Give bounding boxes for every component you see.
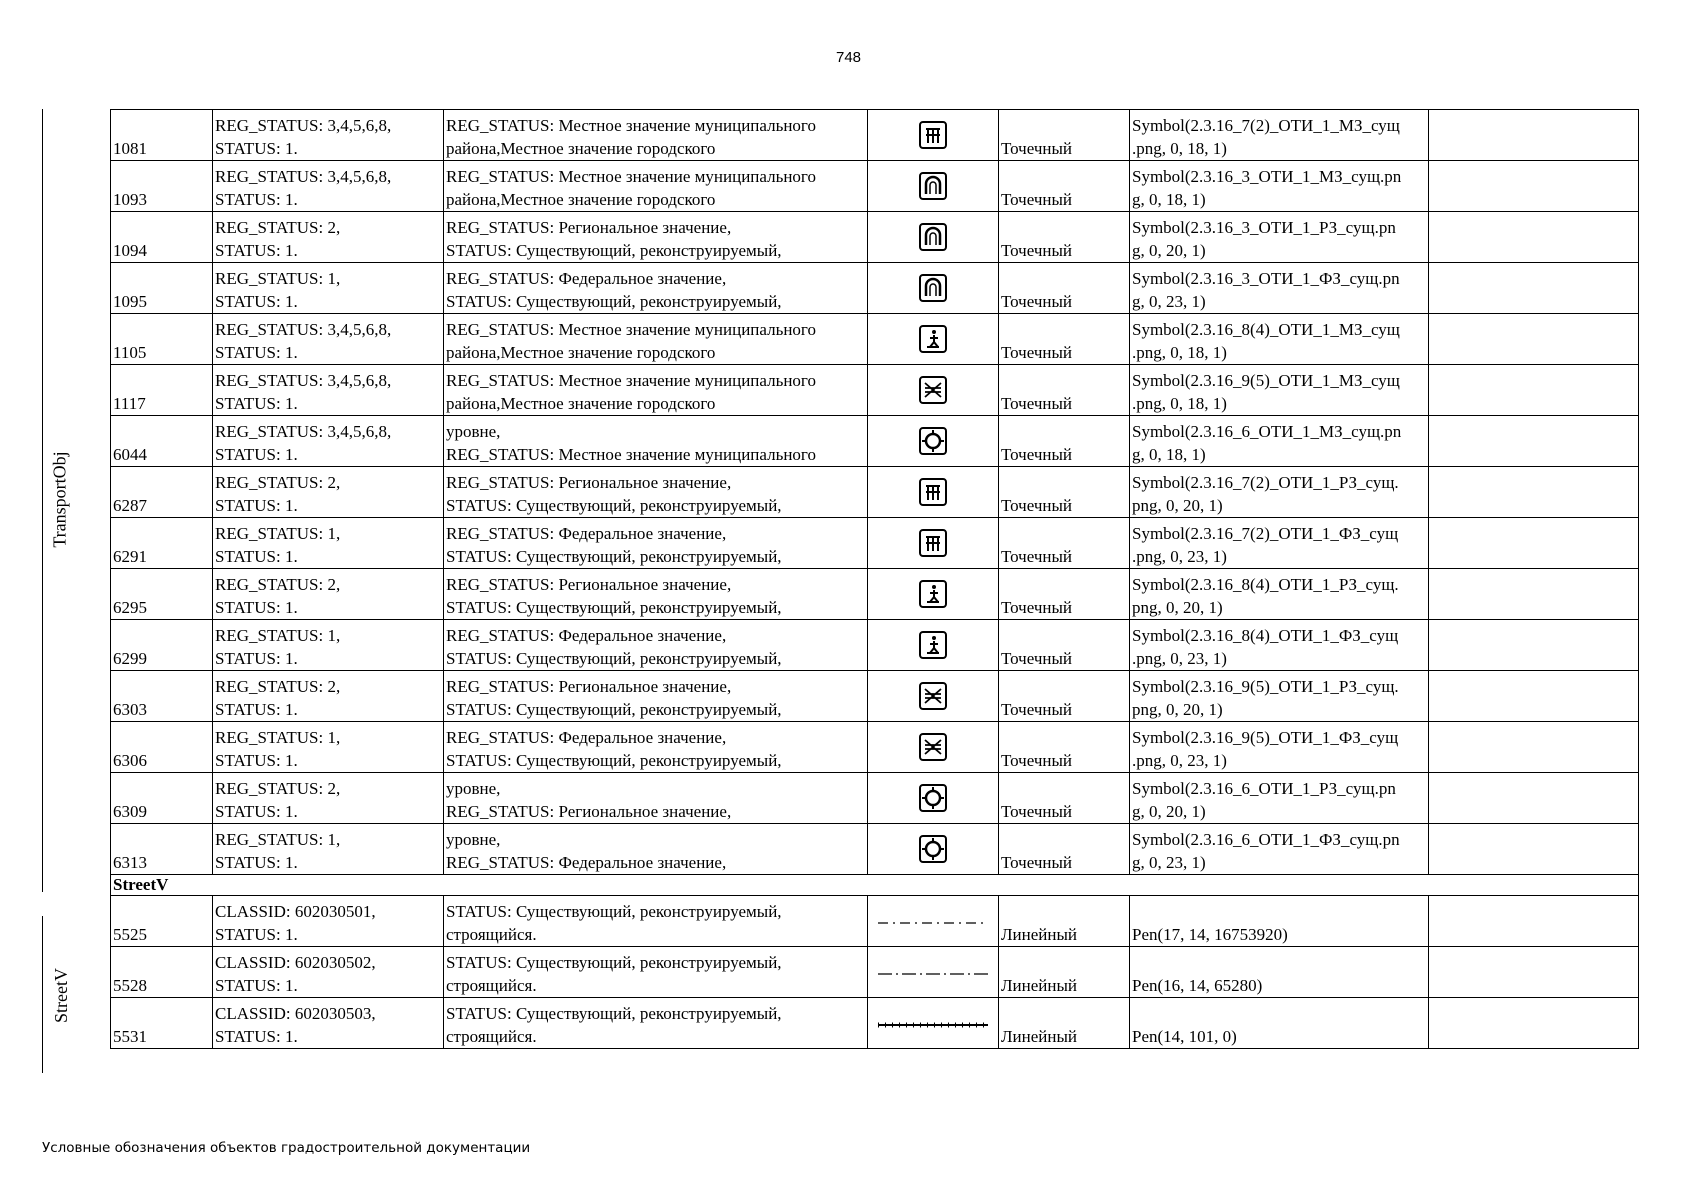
description-line-2: строящийся. [446,925,537,944]
footer-caption: Условные обозначения объектов градостроительной документации [42,1140,531,1156]
description-line-2: REG_STATUS: Региональное значение, [446,802,732,821]
description-line-2: STATUS: Существующий, реконструируемый, [446,700,782,719]
style-line-1: Symbol(2.3.16_7(2)_ОТИ_1_МЗ_сущ [1132,116,1400,135]
geometry-type: Точечный [999,110,1130,161]
style-line-2: .png, 0, 23, 1) [1132,751,1227,770]
transport-row [111,161,1639,212]
attribute-line-1: REG_STATUS: 1, [215,269,341,288]
geometry-type: Точечный [999,518,1130,569]
attribute-line-2: STATUS: 1. [215,649,298,668]
symbol-cell [868,620,999,671]
description-cell [444,620,868,671]
description-cell [444,722,868,773]
style-cell [1130,824,1429,875]
attribute-line-2: STATUS: 1. [215,139,298,158]
attribute-line-1: REG_STATUS: 1, [215,728,341,747]
style-line-1: Symbol(2.3.16_8(4)_ОТИ_1_ФЗ_сущ [1132,626,1399,645]
attribute-line-2: STATUS: 1. [215,853,298,872]
symbol-cell [868,998,999,1049]
attribute-line-2: STATUS: 1. [215,394,298,413]
attribute-line-2: STATUS: 1. [215,241,298,260]
symbol-cell [868,569,999,620]
description-line-1: REG_STATUS: Федеральное значение, [446,269,727,288]
style-cell [1130,161,1429,212]
attribute-line-2: STATUS: 1. [215,925,298,944]
attribute-line-2: STATUS: 1. [215,751,298,770]
style-line-1: Symbol(2.3.16_9(5)_ОТИ_1_ФЗ_сущ [1132,728,1399,747]
description-cell [444,947,868,998]
style-cell [1130,773,1429,824]
geometry-type: Точечный [999,212,1130,263]
geometry-type: Линейный [999,998,1130,1049]
style-line-2: .png, 0, 23, 1) [1132,547,1227,566]
tunnel-icon [917,175,949,194]
hatched-line-icon [873,1013,993,1032]
style-line-2: g, 0, 23, 1) [1132,853,1206,872]
style-line-1: Symbol(2.3.16_7(2)_ОТИ_1_РЗ_сущ. [1132,473,1399,492]
attribute-cell [213,110,444,161]
geometry-type: Линейный [999,947,1130,998]
transport-row [111,263,1639,314]
geometry-type: Точечный [999,416,1130,467]
street-rows [111,896,1639,1049]
style-line-2: png, 0, 20, 1) [1132,598,1223,617]
style-line-2: .png, 0, 18, 1) [1132,139,1227,158]
interchange-icon [917,685,949,704]
empty-cell [1429,212,1639,263]
style-line-2: png, 0, 20, 1) [1132,700,1223,719]
description-cell [444,365,868,416]
style-cell [1130,518,1429,569]
style-cell [1130,212,1429,263]
style-line-1: Symbol(2.3.16_8(4)_ОТИ_1_МЗ_сущ [1132,320,1400,339]
transport-row [111,773,1639,824]
style-line-1: Pen(16, 14, 65280) [1132,976,1263,995]
description-line-2: STATUS: Существующий, реконструируемый, [446,598,782,617]
description-line-2: строящийся. [446,976,537,995]
empty-cell [1429,998,1639,1049]
object-id: 6291 [111,518,213,569]
style-line-2: g, 0, 18, 1) [1132,445,1206,464]
description-line-1: уровне, [446,779,501,798]
symbol-cell [868,722,999,773]
description-cell [444,416,868,467]
attribute-line-1: REG_STATUS: 2, [215,677,341,696]
attribute-line-2: STATUS: 1. [215,700,298,719]
style-line-1: Symbol(2.3.16_6_ОТИ_1_ФЗ_сущ.pn [1132,830,1400,849]
transport-row [111,416,1639,467]
description-line-1: STATUS: Существующий, реконструируемый, [446,902,782,921]
empty-cell [1429,263,1639,314]
description-line-2: строящийся. [446,1027,537,1046]
geometry-type: Точечный [999,824,1130,875]
description-cell [444,773,868,824]
attribute-cell [213,569,444,620]
geometry-type: Точечный [999,314,1130,365]
highway-sign-icon [917,124,949,143]
street-row [111,896,1639,947]
description-line-1: уровне, [446,830,501,849]
attribute-line-1: REG_STATUS: 3,4,5,6,8, [215,116,392,135]
object-id: 6287 [111,467,213,518]
attribute-cell [213,416,444,467]
empty-cell [1429,722,1639,773]
geometry-type: Точечный [999,467,1130,518]
description-line-2: района,Местное значение городского [446,343,716,362]
description-line-1: STATUS: Существующий, реконструируемый, [446,953,782,972]
attribute-line-2: STATUS: 1. [215,190,298,209]
symbol-cell [868,314,999,365]
long-dash-dot-line-icon [873,962,993,981]
description-line-1: REG_STATUS: Региональное значение, [446,218,732,237]
empty-cell [1429,518,1639,569]
style-cell [1130,998,1429,1049]
object-id: 6309 [111,773,213,824]
empty-cell [1429,896,1639,947]
attribute-line-2: STATUS: 1. [215,598,298,617]
attribute-cell [213,824,444,875]
symbol-cell [868,212,999,263]
description-line-2: района,Местное значение городского [446,190,716,209]
style-line-1: Symbol(2.3.16_6_ОТИ_1_МЗ_сущ.pn [1132,422,1402,441]
description-line-1: REG_STATUS: Местное значение муниципального [446,116,816,135]
description-cell [444,110,868,161]
object-id: 6295 [111,569,213,620]
style-line-2: g, 0, 23, 1) [1132,292,1206,311]
attribute-line-1: CLASSID: 602030502, [215,953,376,972]
object-id: 1081 [111,110,213,161]
description-cell [444,824,868,875]
style-line-2: g, 0, 18, 1) [1132,190,1206,209]
attribute-line-2: STATUS: 1. [215,1027,298,1046]
description-cell [444,671,868,722]
attribute-line-1: CLASSID: 602030501, [215,902,376,921]
group-label-street-text: StreetV [50,968,71,1023]
attribute-line-2: STATUS: 1. [215,496,298,515]
transport-row [111,314,1639,365]
attribute-line-2: STATUS: 1. [215,343,298,362]
description-cell [444,896,868,947]
style-line-1: Symbol(2.3.16_7(2)_ОТИ_1_ФЗ_сущ [1132,524,1399,543]
symbol-cell [868,467,999,518]
description-line-1: STATUS: Существующий, реконструируемый, [446,1004,782,1023]
empty-cell [1429,365,1639,416]
transport-row [111,671,1639,722]
symbol-cell [868,824,999,875]
style-cell [1130,620,1429,671]
object-id: 1117 [111,365,213,416]
transport-rows [111,110,1639,875]
pedestrian-crossing-icon [917,328,949,347]
attribute-cell [213,161,444,212]
style-line-1: Symbol(2.3.16_9(5)_ОТИ_1_МЗ_сущ [1132,371,1400,390]
transport-row [111,212,1639,263]
description-cell [444,998,868,1049]
section-header-row [111,875,1639,896]
attribute-cell [213,722,444,773]
roundabout-icon [917,430,949,449]
description-line-1: REG_STATUS: Региональное значение, [446,575,732,594]
tunnel-icon [917,277,949,296]
style-line-1: Symbol(2.3.16_6_ОТИ_1_РЗ_сущ.pn [1132,779,1396,798]
geometry-type: Точечный [999,161,1130,212]
object-id: 6306 [111,722,213,773]
description-line-2: района,Местное значение городского [446,394,716,413]
style-line-1: Symbol(2.3.16_9(5)_ОТИ_1_РЗ_сущ. [1132,677,1399,696]
page-number: 748 [835,49,862,66]
style-line-1: Symbol(2.3.16_3_ОТИ_1_ФЗ_сущ.pn [1132,269,1400,288]
description-line-2: STATUS: Существующий, реконструируемый, [446,292,782,311]
attribute-cell [213,518,444,569]
tunnel-icon [917,226,949,245]
description-cell [444,263,868,314]
style-cell [1130,896,1429,947]
attribute-cell [213,314,444,365]
attribute-line-1: CLASSID: 602030503, [215,1004,376,1023]
object-id: 6044 [111,416,213,467]
attribute-line-1: REG_STATUS: 3,4,5,6,8, [215,371,392,390]
attribute-cell [213,773,444,824]
style-line-2: g, 0, 20, 1) [1132,241,1206,260]
transport-row [111,824,1639,875]
description-cell [444,467,868,518]
empty-cell [1429,773,1639,824]
attribute-line-2: STATUS: 1. [215,445,298,464]
style-cell [1130,314,1429,365]
symbol-cell [868,773,999,824]
description-line-1: REG_STATUS: Местное значение муниципального [446,320,816,339]
symbol-cell [868,947,999,998]
attribute-cell [213,467,444,518]
style-cell [1130,416,1429,467]
style-line-2: g, 0, 20, 1) [1132,802,1206,821]
street-row [111,947,1639,998]
style-cell [1130,263,1429,314]
geometry-type: Точечный [999,671,1130,722]
object-id: 5525 [111,896,213,947]
attribute-line-1: REG_STATUS: 3,4,5,6,8, [215,167,392,186]
object-id: 1093 [111,161,213,212]
style-cell [1130,671,1429,722]
description-cell [444,314,868,365]
geometry-type: Точечный [999,569,1130,620]
description-line-1: REG_STATUS: Региональное значение, [446,473,732,492]
street-row [111,998,1639,1049]
style-line-1: Pen(14, 101, 0) [1132,1027,1237,1046]
empty-cell [1429,947,1639,998]
object-id: 6313 [111,824,213,875]
group-label-street [42,916,108,1073]
style-cell [1130,110,1429,161]
pedestrian-crossing-icon [917,634,949,653]
empty-cell [1429,620,1639,671]
empty-cell [1429,824,1639,875]
description-line-2: STATUS: Существующий, реконструируемый, [446,496,782,515]
attribute-line-1: REG_STATUS: 1, [215,626,341,645]
description-line-2: STATUS: Существующий, реконструируемый, [446,241,782,260]
style-cell [1130,365,1429,416]
description-line-1: REG_STATUS: Федеральное значение, [446,626,727,645]
object-id: 6299 [111,620,213,671]
dash-dot-line-icon [873,911,993,930]
attribute-line-1: REG_STATUS: 3,4,5,6,8, [215,320,392,339]
style-cell [1130,467,1429,518]
description-line-1: REG_STATUS: Федеральное значение, [446,728,727,747]
description-line-1: REG_STATUS: Местное значение муниципального [446,371,816,390]
highway-sign-icon [917,481,949,500]
geometry-type: Точечный [999,365,1130,416]
description-line-2: STATUS: Существующий, реконструируемый, [446,649,782,668]
style-line-1: Symbol(2.3.16_8(4)_ОТИ_1_РЗ_сущ. [1132,575,1399,594]
description-cell [444,518,868,569]
attribute-cell [213,365,444,416]
transport-row [111,110,1639,161]
attribute-cell [213,620,444,671]
empty-cell [1429,569,1639,620]
style-line-1: Pen(17, 14, 16753920) [1132,925,1288,944]
object-id: 1094 [111,212,213,263]
description-line-2: STATUS: Существующий, реконструируемый, [446,547,782,566]
description-line-1: REG_STATUS: Региональное значение, [446,677,732,696]
empty-cell [1429,467,1639,518]
transport-row [111,365,1639,416]
interchange-icon [917,379,949,398]
description-line-2: района,Местное значение городского [446,139,716,158]
transport-row [111,569,1639,620]
description-cell [444,161,868,212]
object-id: 5531 [111,998,213,1049]
style-line-1: Symbol(2.3.16_3_ОТИ_1_МЗ_сущ.pn [1132,167,1402,186]
highway-sign-icon [917,532,949,551]
roundabout-icon [917,787,949,806]
transport-row [111,722,1639,773]
empty-cell [1429,416,1639,467]
geometry-type: Точечный [999,773,1130,824]
symbol-cell [868,896,999,947]
style-line-2: .png, 0, 18, 1) [1132,394,1227,413]
symbol-cell [868,671,999,722]
style-cell [1130,947,1429,998]
style-line-2: .png, 0, 23, 1) [1132,649,1227,668]
attribute-cell [213,212,444,263]
description-line-2: REG_STATUS: Федеральное значение, [446,853,727,872]
description-cell [444,569,868,620]
symbol-cell [868,110,999,161]
description-line-1: уровне, [446,422,501,441]
symbol-cell [868,263,999,314]
symbol-cell [868,416,999,467]
attribute-cell [213,896,444,947]
object-id: 6303 [111,671,213,722]
geometry-type: Линейный [999,896,1130,947]
symbol-cell [868,161,999,212]
geometry-type: Точечный [999,722,1130,773]
style-line-2: .png, 0, 18, 1) [1132,343,1227,362]
transport-row [111,467,1639,518]
description-line-1: REG_STATUS: Местное значение муниципального [446,167,816,186]
attribute-line-1: REG_STATUS: 1, [215,830,341,849]
attribute-line-1: REG_STATUS: 2, [215,218,341,237]
legend-table [110,109,1639,1049]
description-cell [444,212,868,263]
attribute-line-1: REG_STATUS: 3,4,5,6,8, [215,422,392,441]
symbol-cell [868,365,999,416]
group-label-transport-text: TransportObj [49,451,70,548]
empty-cell [1429,671,1639,722]
roundabout-icon [917,838,949,857]
attribute-line-2: STATUS: 1. [215,547,298,566]
empty-cell [1429,314,1639,365]
symbol-cell [868,518,999,569]
group-label-transport [42,109,108,892]
object-id: 1095 [111,263,213,314]
description-line-2: REG_STATUS: Местное значение муниципального [446,445,816,464]
geometry-type: Точечный [999,620,1130,671]
attribute-line-1: REG_STATUS: 2, [215,779,341,798]
pedestrian-crossing-icon [917,583,949,602]
geometry-type: Точечный [999,263,1130,314]
attribute-line-2: STATUS: 1. [215,976,298,995]
style-cell [1130,722,1429,773]
interchange-icon [917,736,949,755]
object-id: 5528 [111,947,213,998]
object-id: 1105 [111,314,213,365]
style-line-1: Symbol(2.3.16_3_ОТИ_1_РЗ_сущ.pn [1132,218,1396,237]
transport-row [111,620,1639,671]
empty-cell [1429,161,1639,212]
style-line-2: png, 0, 20, 1) [1132,496,1223,515]
empty-cell [1429,110,1639,161]
attribute-line-2: STATUS: 1. [215,292,298,311]
attribute-line-1: REG_STATUS: 2, [215,473,341,492]
attribute-cell [213,947,444,998]
description-line-2: STATUS: Существующий, реконструируемый, [446,751,782,770]
section-header: StreetV [111,875,1639,896]
description-line-1: REG_STATUS: Федеральное значение, [446,524,727,543]
attribute-cell [213,998,444,1049]
style-cell [1130,569,1429,620]
attribute-line-2: STATUS: 1. [215,802,298,821]
attribute-line-1: REG_STATUS: 1, [215,524,341,543]
attribute-cell [213,263,444,314]
attribute-line-1: REG_STATUS: 2, [215,575,341,594]
transport-row [111,518,1639,569]
attribute-cell [213,671,444,722]
